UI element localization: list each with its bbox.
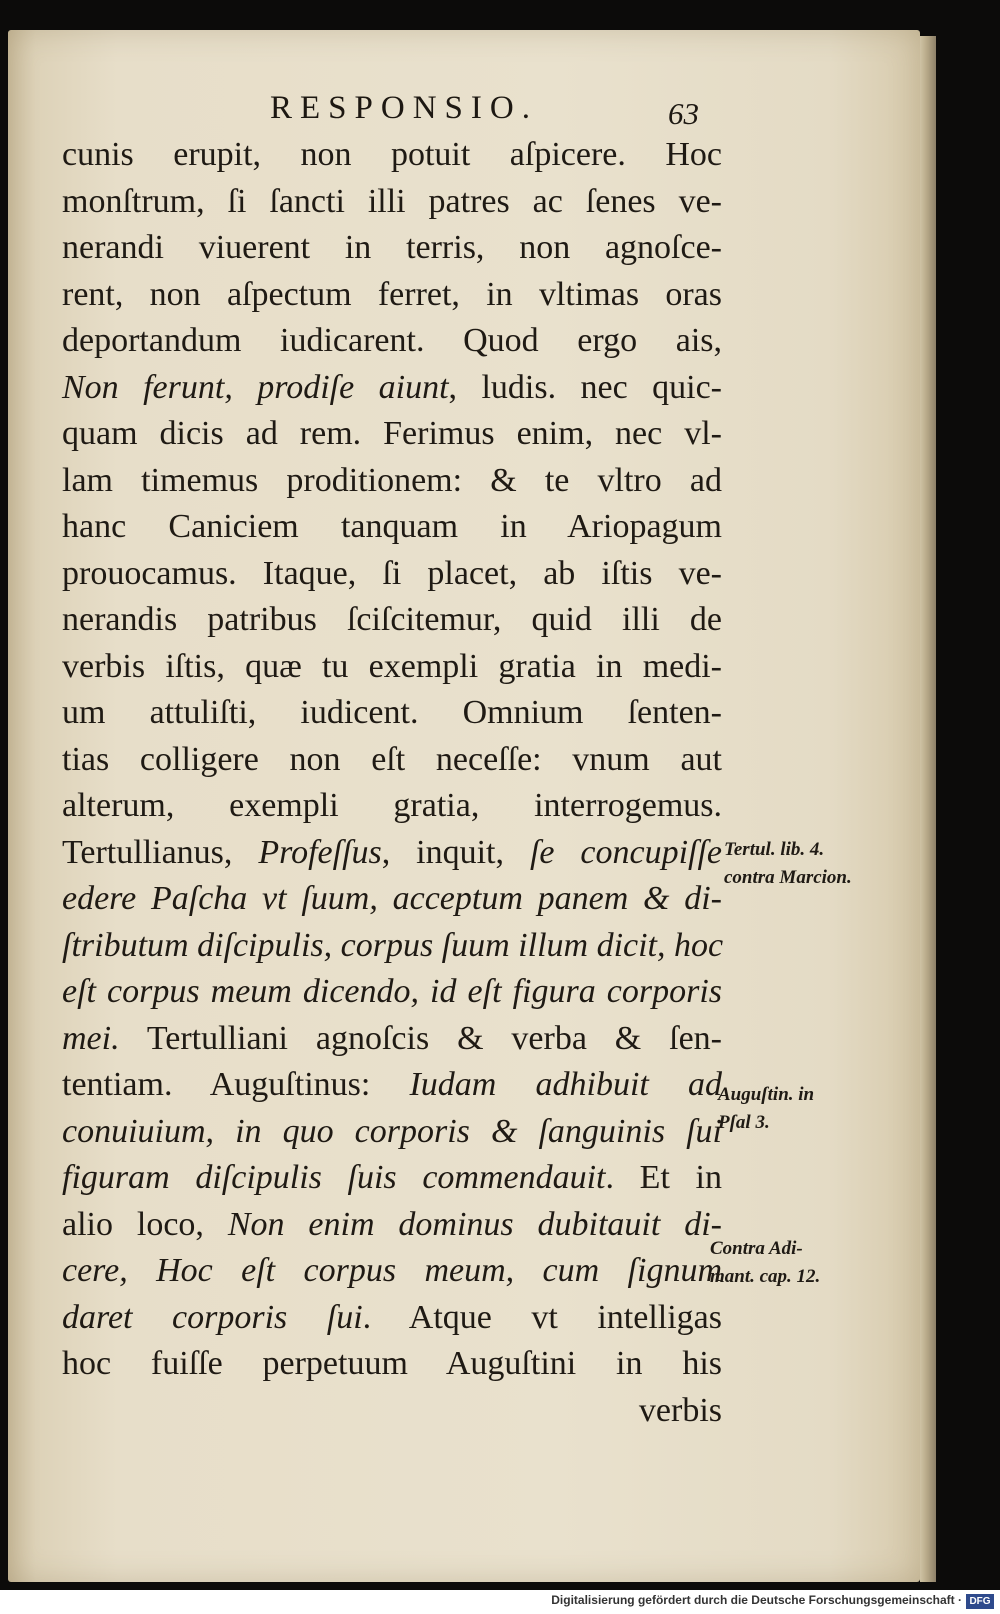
running-head: RESPONSIO. bbox=[270, 90, 538, 126]
roman-segment: hoc fuiſſe perpetuum Auguſtini in his bbox=[62, 1345, 722, 1382]
italic-segment: edere Paſcha vt ſuum, acceptum panem & di- bbox=[62, 880, 722, 917]
text-line bbox=[62, 504, 722, 551]
page-number: 63 bbox=[668, 96, 699, 131]
text-line bbox=[62, 737, 722, 784]
text-line bbox=[62, 783, 722, 830]
roman-segment: verbis iſtis, quæ tu exempli gratia in medi- bbox=[62, 647, 722, 685]
italic-segment: eſt corpus meum dicendo, id eſt figura corporis bbox=[62, 973, 722, 1010]
italic-segment: ſe concupiſſe bbox=[529, 833, 723, 871]
roman-segment: nerandi viuerent in terris, non agnoſce- bbox=[62, 229, 722, 266]
roman-segment: quam dicis ad rem. Ferimus enim, nec vl- bbox=[62, 415, 722, 452]
text-line bbox=[62, 1248, 722, 1295]
text-line bbox=[62, 1202, 722, 1249]
text-line bbox=[62, 458, 722, 505]
roman-segment: rent, non aſpectum ferret, in vltimas oras bbox=[62, 275, 722, 313]
roman-segment: lam timemus proditionem: & te vltro ad bbox=[62, 461, 722, 499]
roman-segment: alio loco, bbox=[62, 1205, 228, 1243]
text-line bbox=[62, 597, 722, 644]
text-line bbox=[62, 318, 722, 365]
roman-segment: cunis erupit, non potuit aſpicere. Hoc bbox=[62, 136, 722, 173]
margin-note: Contra Adi- mant. cap. 12. bbox=[710, 1238, 821, 1287]
text-line bbox=[62, 179, 722, 226]
roman-segment: monſtrum, ſi ſancti illi patres ac ſenes ve- bbox=[62, 182, 722, 220]
text-line bbox=[62, 272, 722, 319]
roman-segment: verbis bbox=[638, 1391, 722, 1429]
text-line bbox=[62, 969, 722, 1016]
roman-segment: deportandum iudicarent. Quod ergo ais, bbox=[62, 322, 722, 359]
italic-segment: Profeſſus bbox=[258, 833, 382, 871]
text-line bbox=[62, 1062, 722, 1109]
roman-segment: , ludis. nec quic- bbox=[448, 368, 722, 406]
roman-segment: . Atque vt intelligas bbox=[362, 1298, 722, 1336]
roman-segment: Tertullianus, bbox=[62, 833, 259, 871]
italic-segment: Iudam adhibuit ad bbox=[409, 1066, 722, 1103]
text-line bbox=[62, 876, 722, 923]
text-line bbox=[62, 1109, 722, 1156]
text-line bbox=[62, 365, 722, 412]
roman-segment: tentiam. Auguſtinus: bbox=[62, 1066, 410, 1103]
text-line bbox=[62, 1295, 722, 1342]
dfg-logo: DFG bbox=[966, 1594, 994, 1609]
page-header bbox=[0, 90, 1000, 130]
italic-segment: figuram diſcipulis ſuis commendauit bbox=[62, 1159, 606, 1196]
margin-note: Tertul. lib. 4. contra Marcion. bbox=[724, 839, 852, 888]
digitization-footer bbox=[0, 1590, 1000, 1614]
text-line bbox=[62, 1155, 722, 1202]
body-text bbox=[62, 132, 722, 1434]
roman-segment: tias colligere non eſt neceſſe: vnum aut bbox=[62, 740, 722, 778]
roman-segment: alterum, exempli gratia, interrogemus. bbox=[62, 787, 722, 824]
roman-segment: , inquit, bbox=[381, 833, 530, 871]
text-line bbox=[62, 644, 722, 691]
text-line bbox=[62, 1016, 722, 1063]
text-line bbox=[62, 132, 722, 179]
italic-segment: conuiuium, in quo corporis & ſanguinis ſui bbox=[62, 1112, 722, 1150]
roman-segment: hanc Caniciem tanquam in Ariopagum bbox=[62, 508, 722, 545]
italic-segment: Non ferunt, prodiſe aiunt bbox=[62, 368, 449, 406]
text-line bbox=[62, 1341, 722, 1388]
roman-segment: prouocamus. Itaque, ſi placet, ab iſtis ve- bbox=[62, 554, 722, 592]
roman-segment: um attuliſti, iudicent. Omnium ſenten- bbox=[62, 694, 722, 731]
page-edge bbox=[920, 36, 936, 1582]
roman-segment: nerandis patribus ſciſcitemur, quid illi de bbox=[62, 601, 722, 638]
text-line bbox=[62, 690, 722, 737]
italic-segment: cere, Hoc eſt corpus meum, cum ſignum bbox=[62, 1252, 722, 1289]
text-line bbox=[62, 551, 722, 598]
text-line bbox=[62, 1388, 722, 1435]
italic-segment: mei. bbox=[62, 1019, 120, 1057]
roman-segment: . Et in bbox=[605, 1159, 722, 1196]
roman-segment: Tertulliani agnoſcis & verba & ſen- bbox=[119, 1019, 722, 1057]
text-line bbox=[62, 225, 722, 272]
italic-segment: ſtributum diſcipulis, corpus ſuum illum dicit, hoc bbox=[62, 926, 724, 964]
text-line bbox=[62, 923, 722, 970]
italic-segment: daret corporis ſui bbox=[62, 1298, 363, 1336]
funding-credit: Digitalisierung gefördert durch die Deutsche Forschungsgemeinschaft · bbox=[551, 1593, 962, 1607]
italic-segment: Non enim dominus dubitauit di- bbox=[227, 1205, 722, 1243]
margin-note: Auguſtin. in Pſal 3. bbox=[718, 1084, 815, 1133]
text-line bbox=[62, 830, 722, 877]
text-line bbox=[62, 411, 722, 458]
